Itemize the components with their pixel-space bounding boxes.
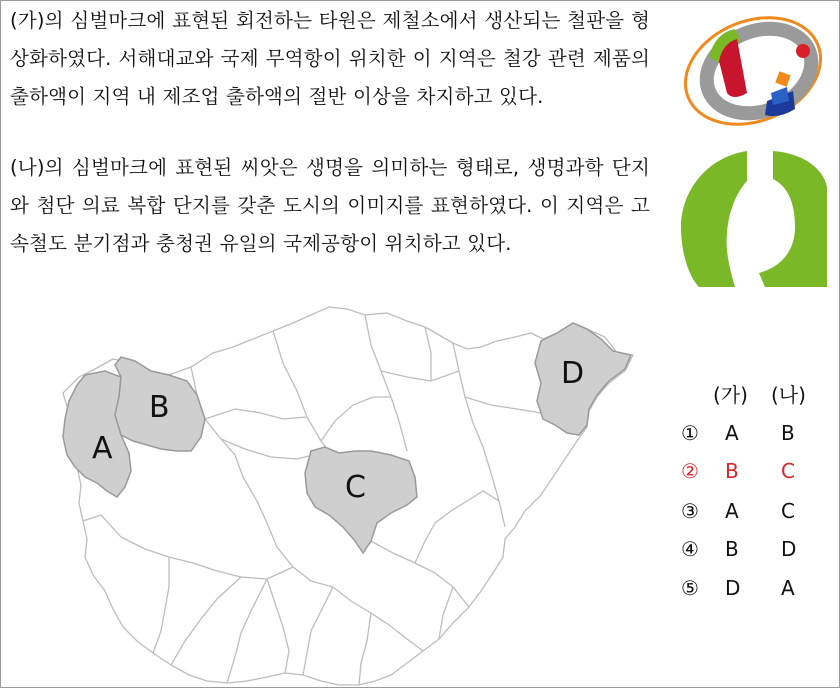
paragraph-na: (나)의 심벌마크에 표현된 씨앗은 생명을 의미하는 형태로, 생명과학 단지와 첨단 의료 복합 단지를 갖춘 도시의 이미지를 표현하였다. 이 지역은 고속철도 분기점과 충청권 유일의 국제공항이 위치하고 있다. bbox=[10, 156, 650, 255]
choice-na-value: C bbox=[781, 499, 795, 523]
choice-2[interactable] bbox=[677, 459, 827, 489]
choice-ga-value: B bbox=[725, 459, 739, 483]
choice-number: ⑤ bbox=[681, 576, 699, 600]
choice-number: ③ bbox=[681, 499, 699, 523]
region-label-b: B bbox=[149, 390, 170, 425]
region-label-c: C bbox=[345, 470, 366, 505]
choice-na-value: B bbox=[781, 421, 795, 445]
choice-ga-value: A bbox=[725, 499, 739, 523]
choice-3[interactable] bbox=[677, 499, 827, 529]
choice-4[interactable] bbox=[677, 537, 827, 567]
choice-ga-value: B bbox=[725, 537, 739, 561]
choice-ga-value: D bbox=[725, 576, 741, 600]
choice-na-value: C bbox=[781, 459, 795, 483]
symbol-mark-ga bbox=[675, 9, 835, 139]
symbol-mark-na bbox=[677, 147, 833, 291]
choice-na-value: D bbox=[781, 537, 797, 561]
column-header-ga: (가) bbox=[713, 383, 748, 407]
choice-na-value: A bbox=[781, 576, 795, 600]
choice-number: ④ bbox=[681, 537, 699, 561]
choice-number: ② bbox=[681, 459, 699, 483]
region-map bbox=[21, 301, 661, 686]
choice-1[interactable] bbox=[677, 421, 827, 451]
region-label-a: A bbox=[92, 431, 113, 466]
choice-number: ① bbox=[681, 421, 699, 445]
choice-5[interactable] bbox=[677, 576, 827, 606]
region-label-d: D bbox=[561, 356, 585, 391]
column-header-na: (나) bbox=[771, 383, 806, 407]
paragraph-ga: (가)의 심벌마크에 표현된 회전하는 타원은 제철소에서 생산되는 철판을 형상화하였다. 서해대교와 국제 무역항이 위치한 이 지역은 철강 관련 제품의 출하액이 지역 내 제조업 출하액의 절반 이상을 차지하고 있다. bbox=[10, 9, 650, 108]
choice-ga-value: A bbox=[725, 421, 739, 445]
